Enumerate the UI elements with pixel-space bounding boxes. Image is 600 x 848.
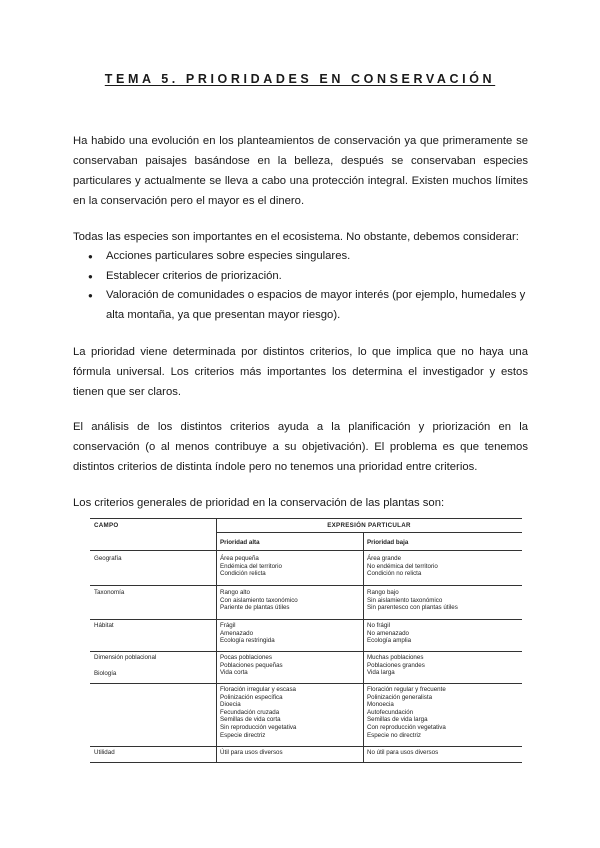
- table-cell-campo: Geografía: [94, 555, 122, 562]
- table-cell-alta: Pocas poblaciones Poblaciones pequeñas Vida corta: [220, 654, 283, 677]
- table-rule-row: [90, 585, 522, 586]
- table-cell-campo: Dimensión poblacional: [94, 654, 157, 661]
- criteria-table: [90, 518, 522, 762]
- paragraph-species: Todas las especies son importantes en el ecosistema. No obstante, debemos considerar:: [73, 231, 519, 243]
- bullet-list: [73, 247, 528, 325]
- table-cell-campo: Biología: [94, 670, 117, 677]
- table-rule-row: [90, 651, 522, 652]
- table-rule-row: [90, 683, 522, 684]
- list-item: ● Establecer criterios de priorización.: [73, 267, 528, 287]
- table-rule-subheader: [216, 532, 522, 533]
- table-rule-header-bottom: [90, 550, 522, 551]
- table-header-alta: Prioridad alta: [220, 539, 260, 546]
- table-rule-bottom: [90, 762, 522, 763]
- paragraph-criteria-intro: Los criterios generales de prioridad en la conservación de las plantas son:: [73, 497, 445, 509]
- list-item: ● Acciones particulares sobre especies singulares.: [73, 247, 528, 267]
- table-cell-campo: Taxonomía: [94, 589, 125, 596]
- table-cell-alta: Floración irregular y escasa Polinización específica Dioecia Fecundación cruzada Semillas de vida corta Sin reproducción vegetativa Especie directriz: [220, 686, 297, 739]
- table-cell-baja: No frágil No amenazado Ecología amplia: [367, 622, 412, 645]
- table-cell-baja: Rango bajo Sin aislamiento taxonómico Sin parentesco con plantas útiles: [367, 589, 458, 612]
- table-rule-row: [90, 746, 522, 747]
- paragraph-analysis: El análisis de los distintos criterios ayuda a la planificación y priorización en la conservación (o al menos contribuye a su objetivación). El problema es que tenemos distintos criterios de distinta índole pero no tenemos una prioridad entre criterios.: [73, 421, 528, 473]
- table-header-expresion: EXPRESIÓN PARTICULAR: [327, 522, 411, 529]
- table-header-baja: Prioridad baja: [367, 539, 409, 546]
- table-cell-baja: No útil para usos diversos: [367, 749, 439, 756]
- table-cell-baja: Floración regular y frecuente Polinización generalista Monoecia Autofecundación Semillas de vida larga Con reproducción vegetativa Especie no directriz: [367, 686, 446, 739]
- paragraph-priority: La prioridad viene determinada por distintos criterios, lo que implica que no haya una fórmula universal. Los criterios más importantes los determina el investigador y estos tienen que ser claros.: [73, 346, 528, 398]
- table-cell-alta: Útil para usos diversos: [220, 749, 283, 756]
- table-header-campo: CAMPO: [94, 522, 119, 529]
- list-item: ● Valoración de comunidades o espacios de mayor interés (por ejemplo, humedales y alta montaña, ya que presentan mayor riesgo).: [73, 286, 528, 325]
- table-rule-col: [363, 532, 364, 762]
- table-rule-col: [216, 518, 217, 762]
- table-cell-campo: Utilidad: [94, 749, 115, 756]
- table-rule-row: [90, 619, 522, 620]
- table-cell-alta: Frágil Amenazado Ecología restringida: [220, 622, 275, 645]
- page-title: TEMA 5. PRIORIDADES EN CONSERVACIÓN: [104, 72, 496, 86]
- paragraph-evolution: Ha habido una evolución en los planteamientos de conservación ya que primeramente se conservaban paisajes basándose en la belleza, después se conservaban especies particulares y actualmente se lleva a cabo una protección integral. Existen muchos límites en la conservación pero el mayor es el dinero.: [73, 135, 528, 207]
- table-cell-baja: Muchas poblaciones Poblaciones grandes Vida larga: [367, 654, 425, 677]
- table-cell-alta: Área pequeña Endémica del territorio Condición relicta: [220, 555, 282, 578]
- table-cell-alta: Rango alto Con aislamiento taxonómico Pariente de plantas útiles: [220, 589, 298, 612]
- table-cell-campo: Hábitat: [94, 622, 114, 629]
- table-rule-top: [90, 518, 522, 519]
- table-cell-baja: Área grande No endémica del territorio Condición no relicta: [367, 555, 438, 578]
